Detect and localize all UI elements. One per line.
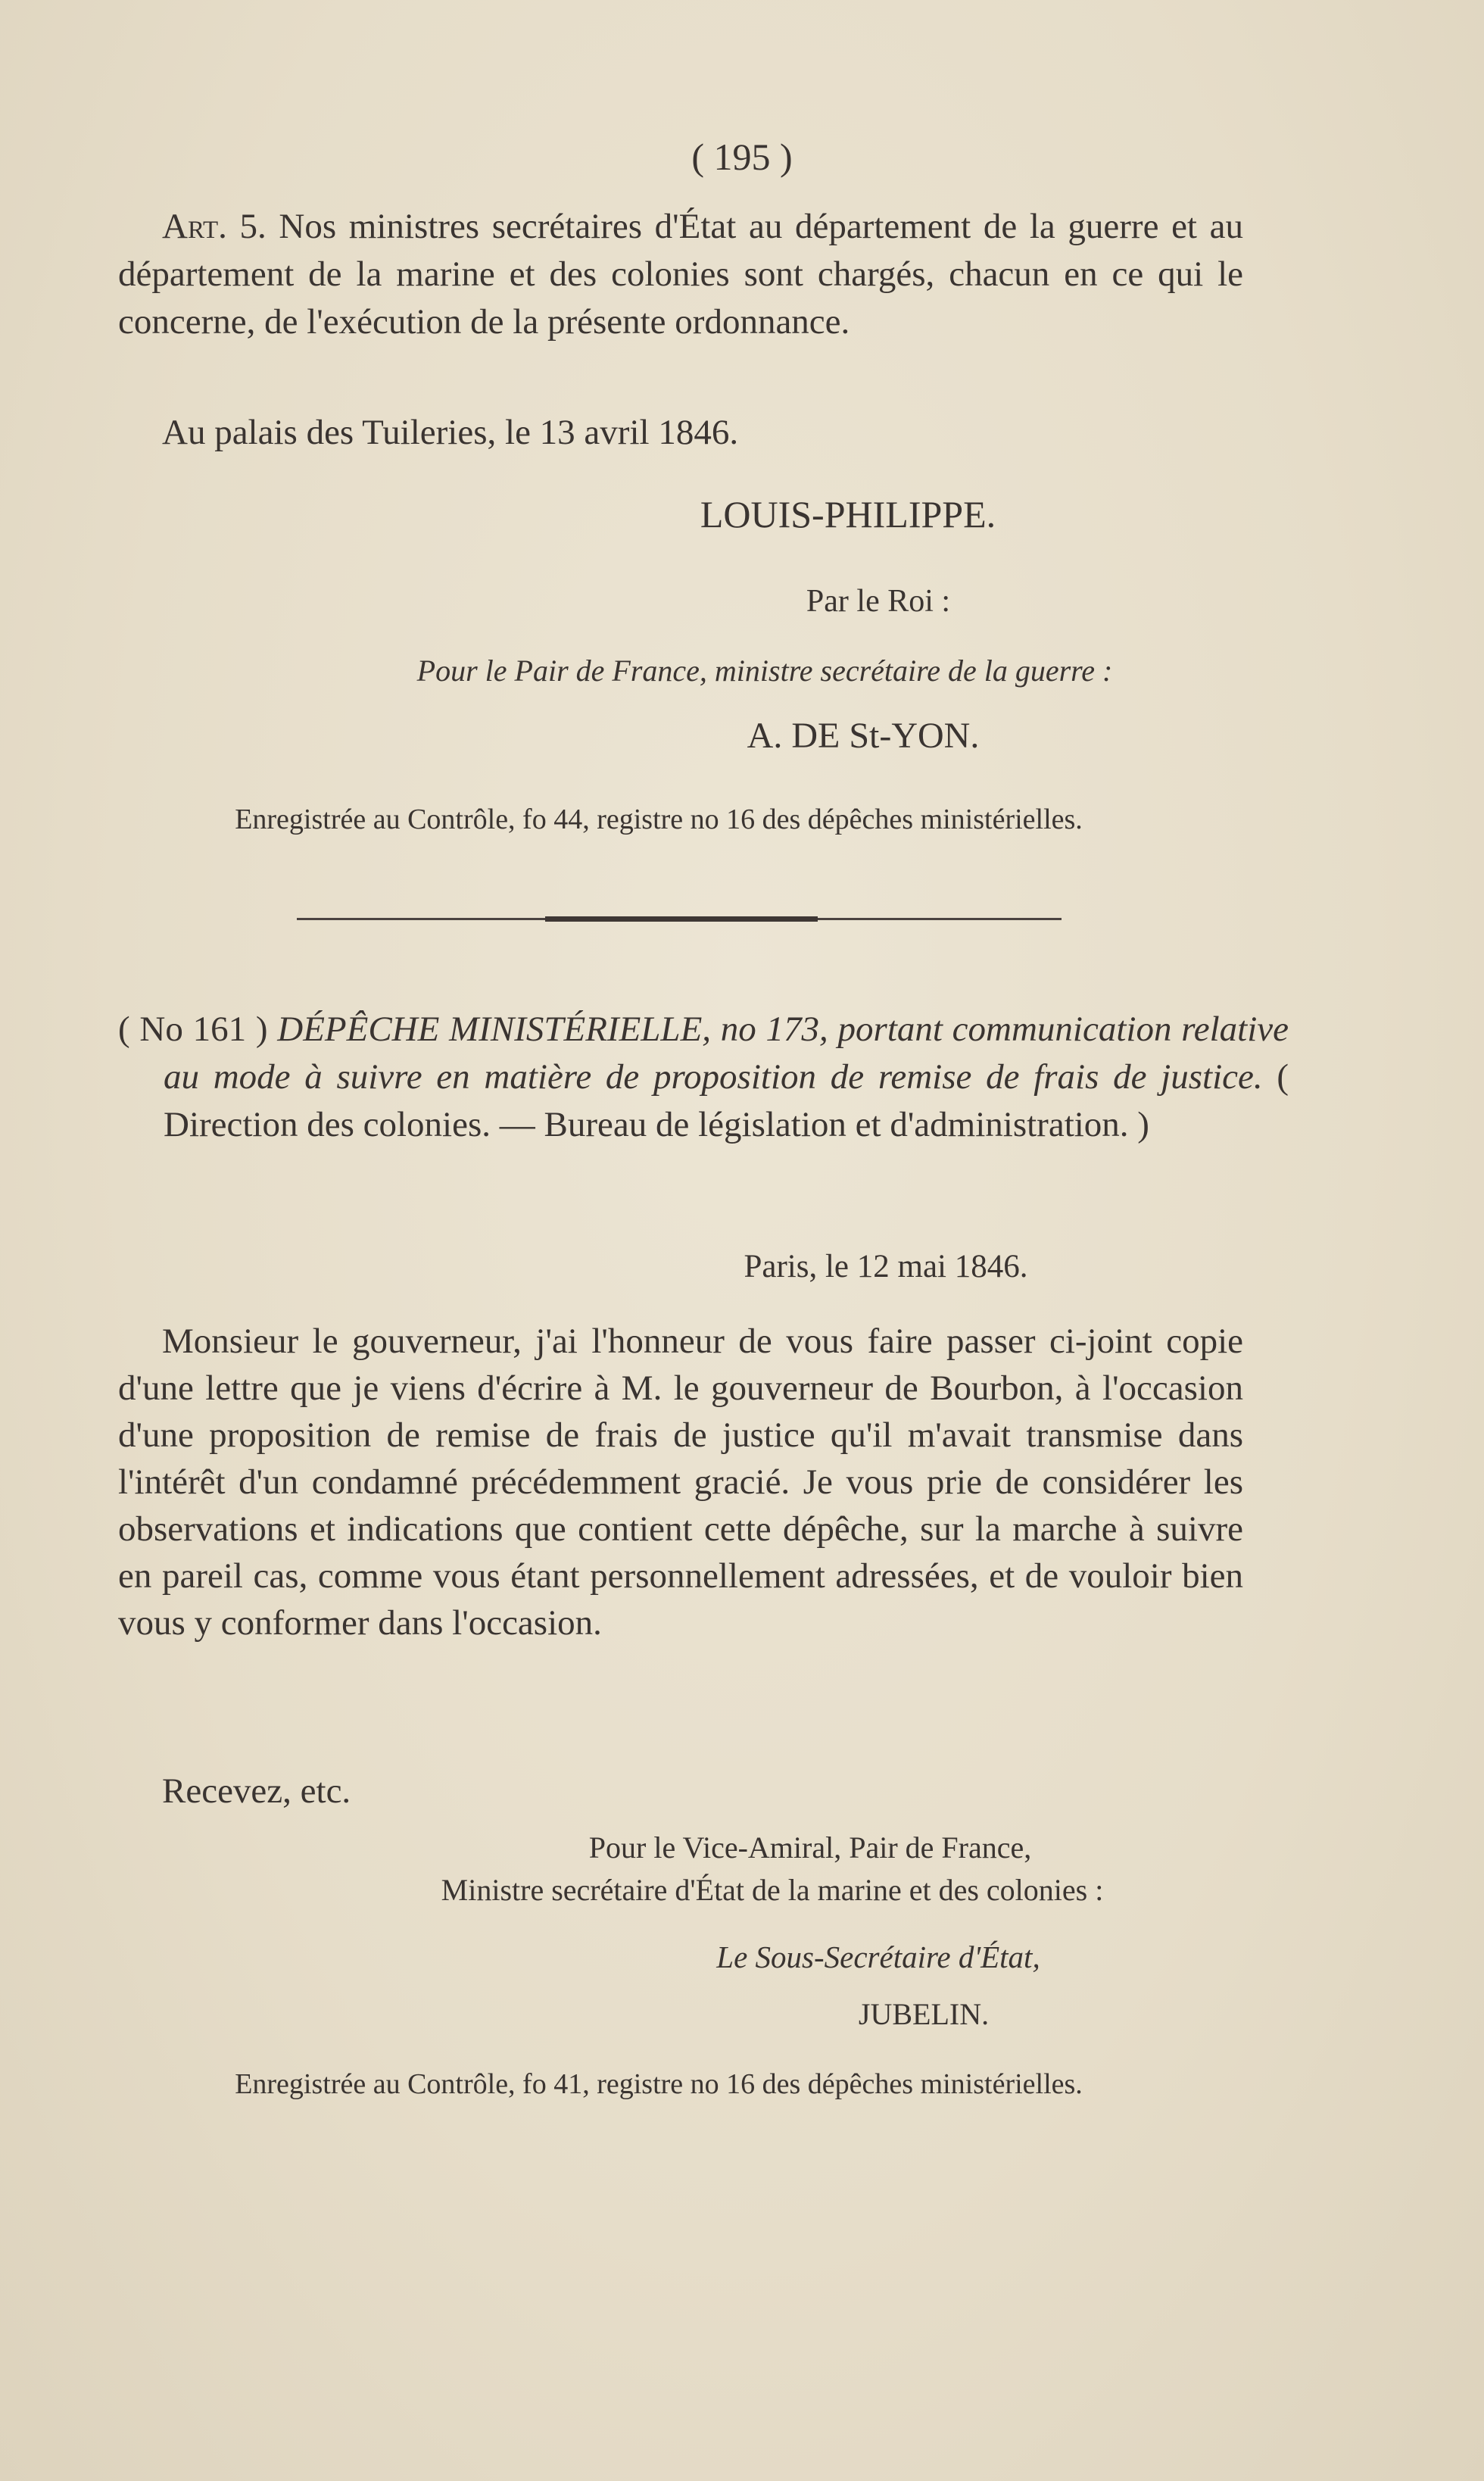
minister-line: Pour le Pair de France, ministre secrétaire de la guerre : xyxy=(416,654,1113,688)
depeche-subject: portant communication relative au mode à suivre en matière de proposition de remise de frais de justice. xyxy=(164,1010,1289,1097)
article-label: Art. 5. xyxy=(162,207,267,246)
minister-signature: A. DE St-YON. xyxy=(747,716,980,756)
depeche-direction: ( Direction des colonies. — Bureau de législation et d'administration. ) xyxy=(164,1057,1289,1144)
signature-jubelin: JUBELIN. xyxy=(858,1997,990,2031)
paris-date: Paris, le 12 mai 1846. xyxy=(744,1249,1028,1284)
article-text: Nos ministres secrétaires d'État au département de la guerre et au département de la marine et des colonies sont chargés, chacun en ce qui le concerne, de l'exécution de la présente ordonnance. xyxy=(118,207,1243,342)
king-signature: LOUIS-PHILIPPE. xyxy=(700,493,996,535)
depeche-heading xyxy=(118,1006,1289,1149)
closing: Recevez, etc. xyxy=(162,1771,351,1811)
signoff-line-1: Pour le Vice-Amiral, Pair de France, xyxy=(588,1830,1032,1865)
registry-note-2: Enregistrée au Contrôle, fo 41, registre no 16 des dépêches ministérielles. xyxy=(235,2068,1083,2100)
registry-note-1: Enregistrée au Contrôle, fo 44, registre no 16 des dépêches ministérielles. xyxy=(235,804,1083,835)
depeche-ref: no 173, xyxy=(720,1010,828,1049)
page-number: ( 195 ) xyxy=(691,136,793,178)
letter-body: Monsieur le gouverneur, j'ai l'honneur de vous faire passer ci-joint copie d'une lettre que je viens d'écrire à M. le gouverneur de Bourbon, à l'occasion d'une proposition de remise de frais de justice qu'il m'avait transmise dans l'intérêt d'un condamné précédemment gracié. Je vous prie de considérer les observations et indications que contient cette dépêche, sur la marche à suivre en pareil cas, comme vous étant personnellement adressées, et de vouloir bien vous y conformer dans l'occasion. xyxy=(118,1322,1243,1643)
palace-date: Au palais des Tuileries, le 13 avril 1846. xyxy=(162,413,739,452)
depeche-title: DÉPÊCHE MINISTÉRIELLE, xyxy=(277,1010,712,1049)
signoff-line-2: Ministre secrétaire d'État de la marine et des colonies : xyxy=(441,1873,1104,1907)
under-secretary: Le Sous-Secrétaire d'État, xyxy=(716,1940,1040,1974)
depeche-number: ( No 161 ) xyxy=(118,1010,268,1049)
separator-rule-center xyxy=(545,916,818,922)
article-5 xyxy=(118,203,1243,346)
par-le-roi: Par le Roi : xyxy=(806,584,951,619)
